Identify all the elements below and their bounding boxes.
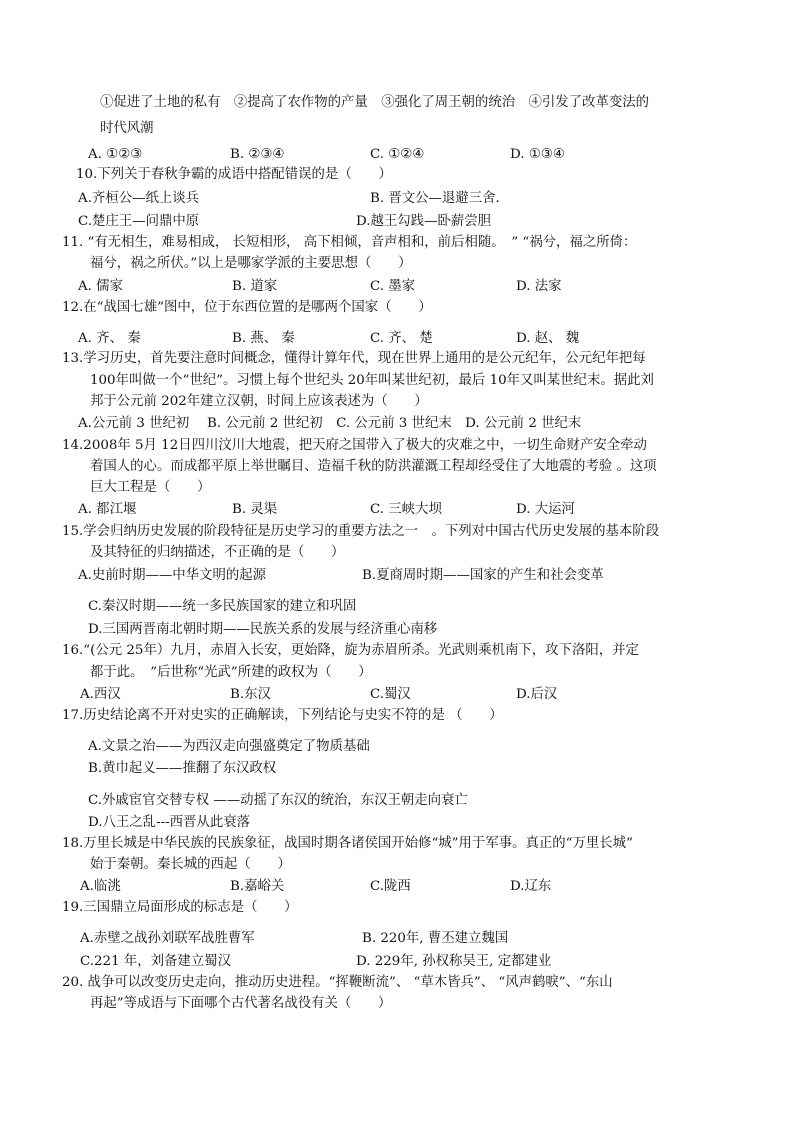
q9-option-c: C. ①②④ (370, 147, 425, 162)
q16-stem-line2: 都于此。 ”后世称“光武”所建的政权为（ ） (90, 665, 372, 680)
q12-option-a: A. 齐、 秦 (78, 331, 141, 346)
q18-option-b: B.嘉峪关 (230, 879, 285, 894)
q11-option-b: B. 道家 (232, 279, 278, 294)
q10-option-c: C.楚庄王—问鼎中原 (78, 214, 200, 229)
q15-option-b: B.夏商周时期——国家的产生和社会变革 (362, 568, 604, 583)
q16-stem-line1: 16.“(公元 25年）九月，赤眉入长安，更始降，旋为赤眉所杀。光武则乘机南下，攻下洛阳，并定 (62, 643, 639, 658)
q11-stem-line1: 11. “有无相生，难易相成， 长短相形， 高下相倾，音声相和，前后相随。 ” “祸兮，福之所倚： (62, 235, 637, 250)
q19-option-a: A.赤壁之战孙刘联军战胜曹军 (80, 931, 255, 946)
q14-option-b: B. 灵渠 (232, 502, 278, 517)
q18-option-d: D.辽东 (510, 879, 552, 894)
q14-stem-line1: 14.2008年 5月 12日四川汶川大地震，把天府之国带入了极大的灾难之中，一切生命财产安全牵动 (62, 438, 647, 453)
q13-stem-line3: 邦于公元前 202年建立汉朝，时间上应该表述为（ ） (90, 394, 428, 409)
q9-stem-line2: 时代风潮 (100, 121, 154, 136)
q15-option-a: A.史前时期——中华文明的起源 (78, 568, 267, 583)
q10-stem: 10.下列关于春秋争霸的成语中搭配错误的是（ ） (76, 167, 392, 182)
q9-option-b: B. ②③④ (230, 147, 285, 162)
q10-option-b: B. 晋文公—退避三舍． (370, 191, 509, 206)
q14-option-c: C. 三峡大坝 (370, 502, 442, 517)
q15-option-d: D.三国两晋南北朝时期——民族关系的发展与经济重心南移 (88, 622, 438, 637)
q11-option-c: C. 墨家 (370, 279, 416, 294)
q13-stem-line1: 13.学习历史，首先要注意时间概念，懂得计算年代，现在世界上通用的是公元纪年，公元纪年把每 (62, 351, 646, 366)
q15-stem-line2: 及其特征的归纳描述，不正确的是（ ） (90, 545, 345, 560)
q18-stem-line2: 始于秦朝。秦长城的西起（ ） (90, 857, 291, 872)
q9-stem-line1: ①促进了土地的私有 ②提高了农作物的产量 ③强化了周王朝的统治 ④引发了改革变法的 (100, 95, 650, 110)
q9-option-d: D. ①③④ (510, 147, 565, 162)
q18-option-c: C.陇西 (370, 879, 411, 894)
q17-option-a: A.文景之治——为西汉走向强盛奠定了物质基础 (88, 739, 370, 754)
q16-option-a: A.西汉 (80, 687, 121, 702)
q17-option-d: D.八王之乱---西晋从此衰落 (88, 815, 250, 830)
q11-stem-line2: 福兮，祸之所伏。”以上是哪家学派的主要思想（ ） (90, 256, 412, 271)
q10-option-a: A.齐桓公—纸上谈兵 (78, 191, 200, 206)
q19-stem: 19.三国鼎立局面形成的标志是（ ） (62, 900, 298, 915)
q18-stem-line1: 18.万里长城是中华民族的民族象征，战国时期各诸侯国开始修“城”用于军事。真正的“万里长城” (62, 836, 633, 851)
q12-option-b: B. 燕、 秦 (232, 331, 295, 346)
q19-option-b: B. 220年, 曹丕建立魏国 (362, 931, 509, 946)
q11-option-a: A. 儒家 (78, 279, 123, 294)
q14-stem-line2: 着国人的心。而成都平原上举世瞩目、造福千秋的防洪灌溉工程却经受住了大地震的考验 。这项 (90, 459, 657, 474)
q15-stem-line1: 15.学会归纳历史发展的阶段特征是历史学习的重要方法之一 。下列对中国古代历史发展的基本阶段 (62, 524, 660, 539)
q17-option-c: C.外戚宦官交替专权 ——动摇了东汉的统治，东汉王朝走向衰亡 (88, 793, 468, 808)
q16-option-c: C.蜀汉 (370, 687, 411, 702)
q14-option-d: D. 大运河 (516, 502, 575, 517)
q17-stem: 17.历史结论离不开对史实的正确解读，下列结论与史实不符的是 （ ） (62, 708, 503, 723)
q19-option-d: D. 229年, 孙权称吴王, 定都建业 (356, 954, 552, 969)
q13-options: A.公元前 3 世纪初 B. 公元前 2 世纪初 C. 公元前 3 世纪末 D. 公元前 2 世纪末 (78, 416, 582, 431)
q12-stem: 12.在“战国七雄”图中，位于东西位置的是哪两个国家（ ） (62, 300, 432, 315)
q14-stem-line3: 巨大工程是（ ） (90, 480, 211, 495)
q18-option-a: A.临洮 (80, 879, 121, 894)
q20-stem-line1: 20. 战争可以改变历史走向，推动历史进程。“挥鞭断流”、 “草木皆兵”、 “风声鹤唳”、“东山 (62, 975, 613, 990)
q11-option-d: D. 法家 (516, 279, 562, 294)
q20-stem-line2: 再起”等成语与下面哪个古代著名战役有关（ ） (90, 996, 392, 1011)
q12-option-c: C. 齐、 楚 (370, 331, 433, 346)
q15-option-c: C.秦汉时期——统一多民族国家的建立和巩固 (88, 599, 357, 614)
q14-option-a: A. 都江堰 (78, 502, 137, 517)
q13-stem-line2: 100年叫做一个“世纪”。习惯上每个世纪头 20年叫某世纪初，最后 10年又叫某世纪末。据此刘 (90, 373, 654, 388)
q17-option-b: B.黄巾起义——推翻了东汉政权 (88, 761, 277, 776)
q16-option-d: D.后汉 (516, 687, 558, 702)
q16-option-b: B.东汉 (230, 687, 271, 702)
q12-option-d: D. 赵、 魏 (516, 331, 580, 346)
q10-option-d: D.越王勾践—卧薪尝胆 (356, 214, 492, 229)
q19-option-c: C.221 年，刘备建立蜀汉 (80, 954, 231, 969)
q9-option-a: A. ①②③ (88, 147, 143, 162)
